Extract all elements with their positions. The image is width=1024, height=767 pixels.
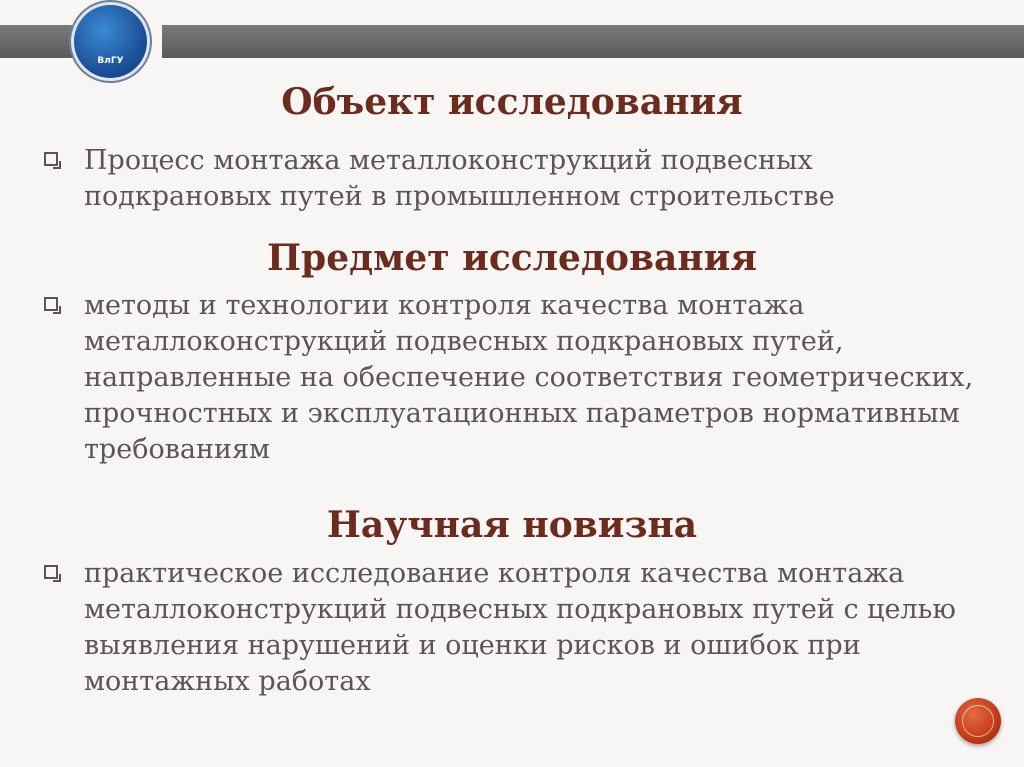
subject-text: методы и технологии контроля качества монтажа металлоконструкций подвесных подкрановых путей, направленные на обеспечение соответствия геометрических, прочностных и эксплуатационных параметров нормативным требованиям	[84, 290, 974, 465]
heading-novelty: Научная новизна	[326, 504, 698, 546]
novelty-text: практическое исследование контроля качества монтажа металлоконструкций подвесных подкрановых путей с целью выявления нарушений и оценки рисков и ошибок при монтажных работах	[84, 558, 956, 697]
subject-item	[44, 288, 984, 468]
object-item	[44, 143, 984, 215]
header-bar-right	[162, 25, 1024, 58]
header-bar-left	[0, 25, 74, 58]
checkbox-bullet-icon	[44, 297, 58, 311]
university-logo	[74, 5, 147, 78]
novelty-item	[44, 556, 984, 700]
object-text: Процесс монтажа металлоконструкций подвесных подкрановых путей в промышленном строительстве	[84, 145, 835, 212]
checkbox-bullet-icon	[44, 565, 58, 579]
heading-subject: Предмет исследования	[267, 237, 757, 279]
slide-nav-button[interactable]	[955, 698, 1001, 744]
checkbox-bullet-icon	[44, 152, 58, 166]
heading-object: Объект исследования	[281, 81, 743, 123]
logo-text: ВлГУ	[97, 56, 124, 66]
